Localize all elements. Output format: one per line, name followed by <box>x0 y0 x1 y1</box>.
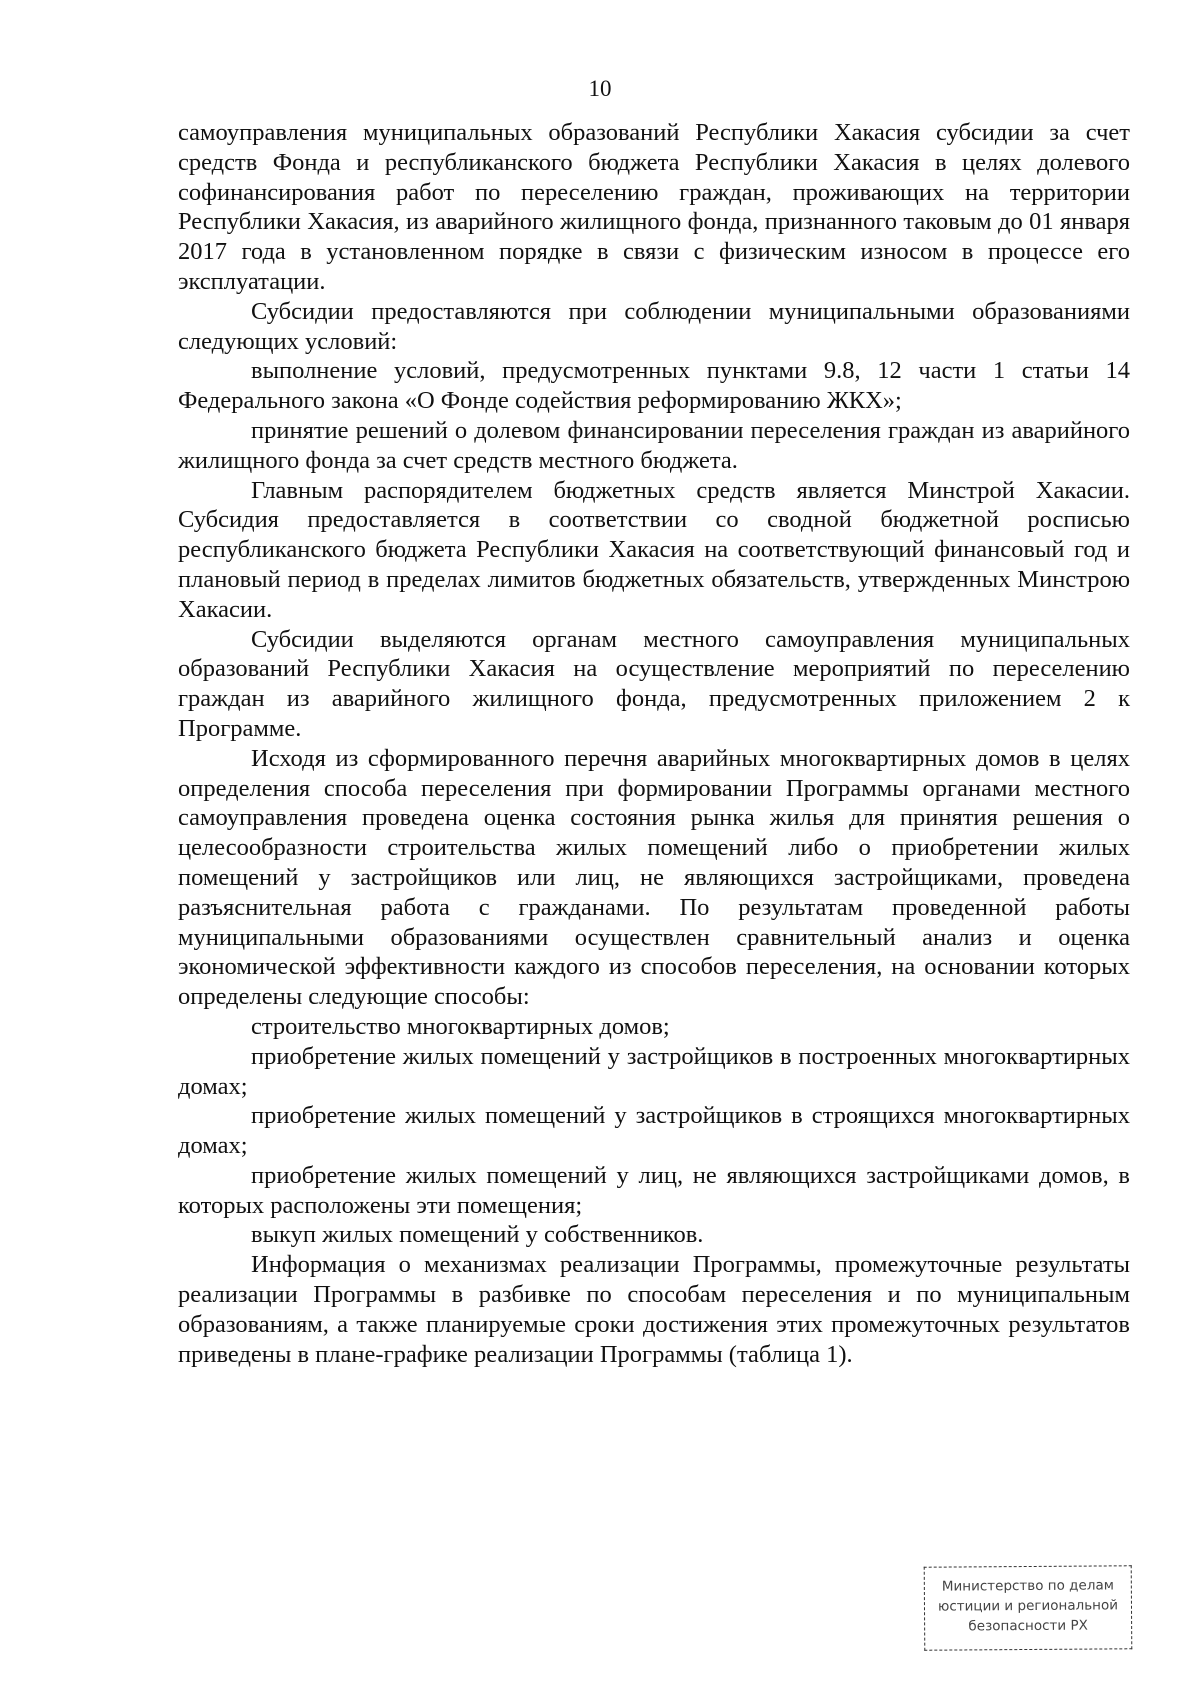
paragraph-condition-law: выполнение условий, предусмотренных пунктами 9.8, 12 части 1 статьи 14 Федерального закона «О Фонде содействия реформированию ЖКХ»; <box>178 357 1130 415</box>
paragraph-condition-financing: принятие решений о долевом финансировании переселения граждан из аварийного жилищного фонда за счет средств местного бюджета. <box>178 416 1130 474</box>
page-number: 10 <box>588 76 612 101</box>
stamp-line: безопасности РХ <box>968 1617 1088 1635</box>
list-item-non-developers: приобретение жилых помещений у лиц, не являющихся застройщиками домов, в которых расположены эти помещения; <box>178 1161 1130 1219</box>
list-item-buyout: выкуп жилых помещений у собственников. <box>251 1221 704 1249</box>
document-body <box>178 118 1130 1369</box>
list-item-construction: строительство многоквартирных домов; <box>251 1012 670 1040</box>
stamp-line: юстиции и региональной <box>937 1597 1119 1615</box>
paragraph-resettlement-methods: Исходя из сформированного перечня аварийных многоквартирных домов в целях определения способа переселения при формировании Программы органами местного самоуправления проведена оценка состояния рынка жилья для принятия решения о целесообразности строительства жилых помещений либо о приобретении жилых помещений у застройщиков или лиц, не являющихся застройщиками, проведена разъяснительная работа с гражданами. По результатам проведенной работы муниципальными образованиями осуществлен сравнительный анализ и оценка экономической эффективности каждого из способов переселения, на основании которых определены следующие способы: <box>178 744 1130 1011</box>
list-item-built-houses: приобретение жилых помещений у застройщиков в построенных многоквартирных домах; <box>178 1042 1130 1100</box>
ministry-stamp <box>924 1565 1133 1650</box>
list-item-houses-under-construction: приобретение жилых помещений у застройщиков в строящихся многоквартирных домах; <box>178 1102 1130 1160</box>
paragraph-subsidy-conditions: Субсидии предоставляются при соблюдении муниципальными образованиями следующих условий: <box>178 297 1130 355</box>
paragraph-subsidy-allocation: Субсидии выделяются органам местного самоуправления муниципальных образований Республики Хакасия на осуществление мероприятий по переселению граждан из аварийного жилищного фонда, предусмотренных приложением 2 к Программе. <box>178 625 1130 742</box>
paragraph-continuation: самоуправления муниципальных образований Республики Хакасия субсидии за счет средств Фонда и республиканского бюджета Республики Хакасия в целях долевого софинансирования работ по переселению граждан, проживающих на территории Республики Хакасия, из аварийного жилищного фонда, признанного таковым до 01 января 2017 года в установленном порядке в связи с физическим износом в процессе его эксплуатации. <box>178 119 1130 295</box>
paragraph-implementation-info: Информация о механизмах реализации Программы, промежуточные результаты реализации Программы в разбивке по способам переселения и по муниципальным образованиям, а также планируемые сроки достижения этих промежуточных результатов приведены в плане-графике реализации Программы (таблица 1). <box>178 1251 1130 1368</box>
stamp-line: Министерство по делам <box>941 1577 1114 1595</box>
paragraph-budget-manager: Главным распорядителем бюджетных средств является Минстрой Хакасии. Субсидия предоставляется в соответствии со сводной бюджетной росписью республиканского бюджета Республики Хакасия на соответствующий финансовый год и плановый период в пределах лимитов бюджетных обязательств, утвержденных Минстрою Хакасии. <box>178 476 1130 623</box>
